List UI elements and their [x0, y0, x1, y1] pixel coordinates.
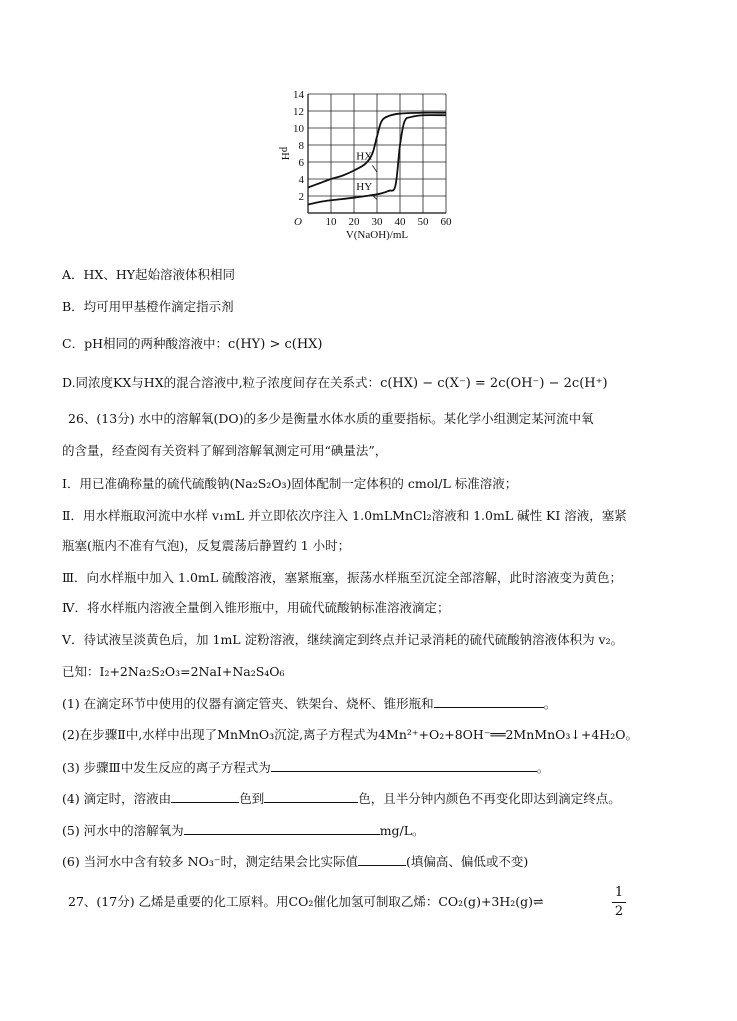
y-tick-label: 12	[293, 106, 304, 118]
q26-sub-3-text: (3) 步骤Ⅲ中发生反应的离子方程式为	[62, 760, 271, 775]
fraction-numerator: 1	[614, 885, 624, 900]
q26-step-3: Ⅲ．向水样瓶中加入 1.0mL 硫酸溶液，塞紧瓶塞，振荡水样瓶至沉淀全部溶解，此时溶液变为黄色；	[62, 570, 623, 585]
q26-sub-4-text-a: (4) 滴定时，溶液由	[62, 791, 172, 806]
series-label-hy: HY	[356, 181, 373, 194]
option-b: B．均可用甲基橙作滴定指示剂	[62, 299, 234, 314]
option-c-text: C．pH相同的两种酸溶液中：	[62, 336, 228, 351]
answer-blank-4b	[264, 790, 358, 803]
q26-known: 已知：I₂+2Na₂S₂O₃=2NaI+Na₂S₄O₆	[62, 664, 285, 679]
y-axis-label: pH	[279, 146, 291, 161]
q26-sub-6	[62, 853, 528, 871]
answer-blank-5	[184, 822, 380, 835]
x-tick-label: 40	[394, 216, 406, 228]
y-tick-label: 14	[293, 89, 304, 101]
x-tick-label: 50	[417, 216, 429, 228]
series-label-hx: HX	[356, 150, 373, 163]
y-tick-label: 10	[293, 123, 304, 135]
q26-sub-5-end: mg/L。	[379, 823, 425, 838]
option-a: A．HX、HY起始溶液体积相同	[62, 267, 235, 282]
option-d-text: D.同浓度KX与HX的混合溶液中,粒子浓度间存在关系式：	[62, 375, 381, 390]
titration-chart	[268, 86, 458, 246]
q26-sub-6-end: (填偏高、偏低或不变)	[405, 854, 529, 869]
q26-sub-4-text-b: 色到	[239, 791, 265, 806]
x-tick-label: 20	[348, 216, 360, 228]
option-d-equation: c(HX) − c(X⁻) = 2c(OH⁻) − 2c(H⁺)	[380, 376, 608, 391]
q26-step-2a: Ⅱ．用水样瓶取河流中水样 v₁mL 并立即依次序注入 1.0mLMnCl₂溶液和 1.0mL 碱性 KI 溶液，塞紧	[62, 508, 627, 523]
x-tick-label: 10	[325, 216, 337, 228]
fraction-denominator: 2	[612, 902, 626, 921]
x-tick-label: 60	[440, 216, 452, 228]
q26-sub-2: (2)在步骤Ⅱ中,水样中出现了MnMnO₃沉淀,离子方程式为4Mn²⁺+O₂+8OH⁻══2MnMnO₃↓+4H₂O。	[62, 727, 638, 742]
q26-sub-3	[62, 759, 549, 777]
q27-intro: 27、(17分) 乙烯是重要的化工原料。用CO₂催化加氢可制取乙烯：CO₂(g)+3H₂(g)⇌	[68, 894, 544, 909]
q26-sub-6-text: (6) 当河水中含有较多 NO₃⁻时，测定结果会比实际值	[62, 854, 358, 869]
origin-label: O	[294, 216, 302, 228]
y-tick-label: 6	[298, 157, 304, 169]
q26-intro-line2: 的含量，经查阅有关资料了解到溶解氧测定可用“碘量法”，	[62, 443, 388, 458]
fraction-one-half	[612, 884, 626, 921]
y-tick-label: 2	[298, 191, 304, 203]
q26-sub-5	[62, 822, 425, 840]
q26-sub-1-text: (1) 在滴定环节中使用的仪器有滴定管夹、铁架台、烧杯、锥形瓶和	[62, 696, 434, 711]
q26-sub-4-text-c: 色，且半分钟内颜色不再变化即达到滴定终点。	[358, 791, 621, 806]
option-c	[62, 335, 323, 354]
q26-step-1: Ⅰ．用已准确称量的硫代硫酸钠(Na₂S₂O₃)固体配制一定体积的 cmol/L 标准溶液；	[62, 476, 518, 491]
option-d	[62, 374, 608, 393]
y-tick-label: 4	[298, 174, 304, 186]
q26-sub-4	[62, 790, 621, 808]
answer-blank-1	[434, 695, 544, 708]
answer-blank-3	[271, 759, 537, 772]
q26-step-2b: 瓶塞(瓶内不准有气泡)，反复震荡后静置约 1 小时；	[62, 538, 351, 553]
q26-sub-5-text: (5) 河水中的溶解氧为	[62, 823, 184, 838]
q26-sub-1	[62, 695, 556, 713]
titration-chart-svg	[268, 86, 458, 246]
answer-blank-4a	[171, 790, 239, 803]
q26-step-5: Ⅴ．待试液呈淡黄色后，加 1mL 淀粉溶液，继续滴定到终点并记录消耗的硫代硫酸钠溶液体积为 v₂。	[62, 632, 624, 647]
q26-intro-line1: 26、(13分) 水中的溶解氧(DO)的多少是衡量水体水质的重要指标。某化学小组测定某河流中氧	[68, 411, 594, 426]
y-tick-label: 8	[298, 140, 304, 152]
q26-sub-1-end: 。	[543, 696, 557, 711]
q26-step-4: Ⅳ．将水样瓶内溶液全量倒入锥形瓶中，用硫代硫酸钠标准溶液滴定；	[62, 600, 450, 615]
series-pointer-hx	[372, 165, 377, 172]
option-c-equation: c(HY) > c(HX)	[227, 337, 323, 352]
x-tick-label: 30	[371, 216, 383, 228]
x-axis-label: V(NaOH)/mL	[345, 229, 409, 241]
q26-sub-3-end: 。	[536, 760, 550, 775]
answer-blank-6	[358, 853, 406, 866]
